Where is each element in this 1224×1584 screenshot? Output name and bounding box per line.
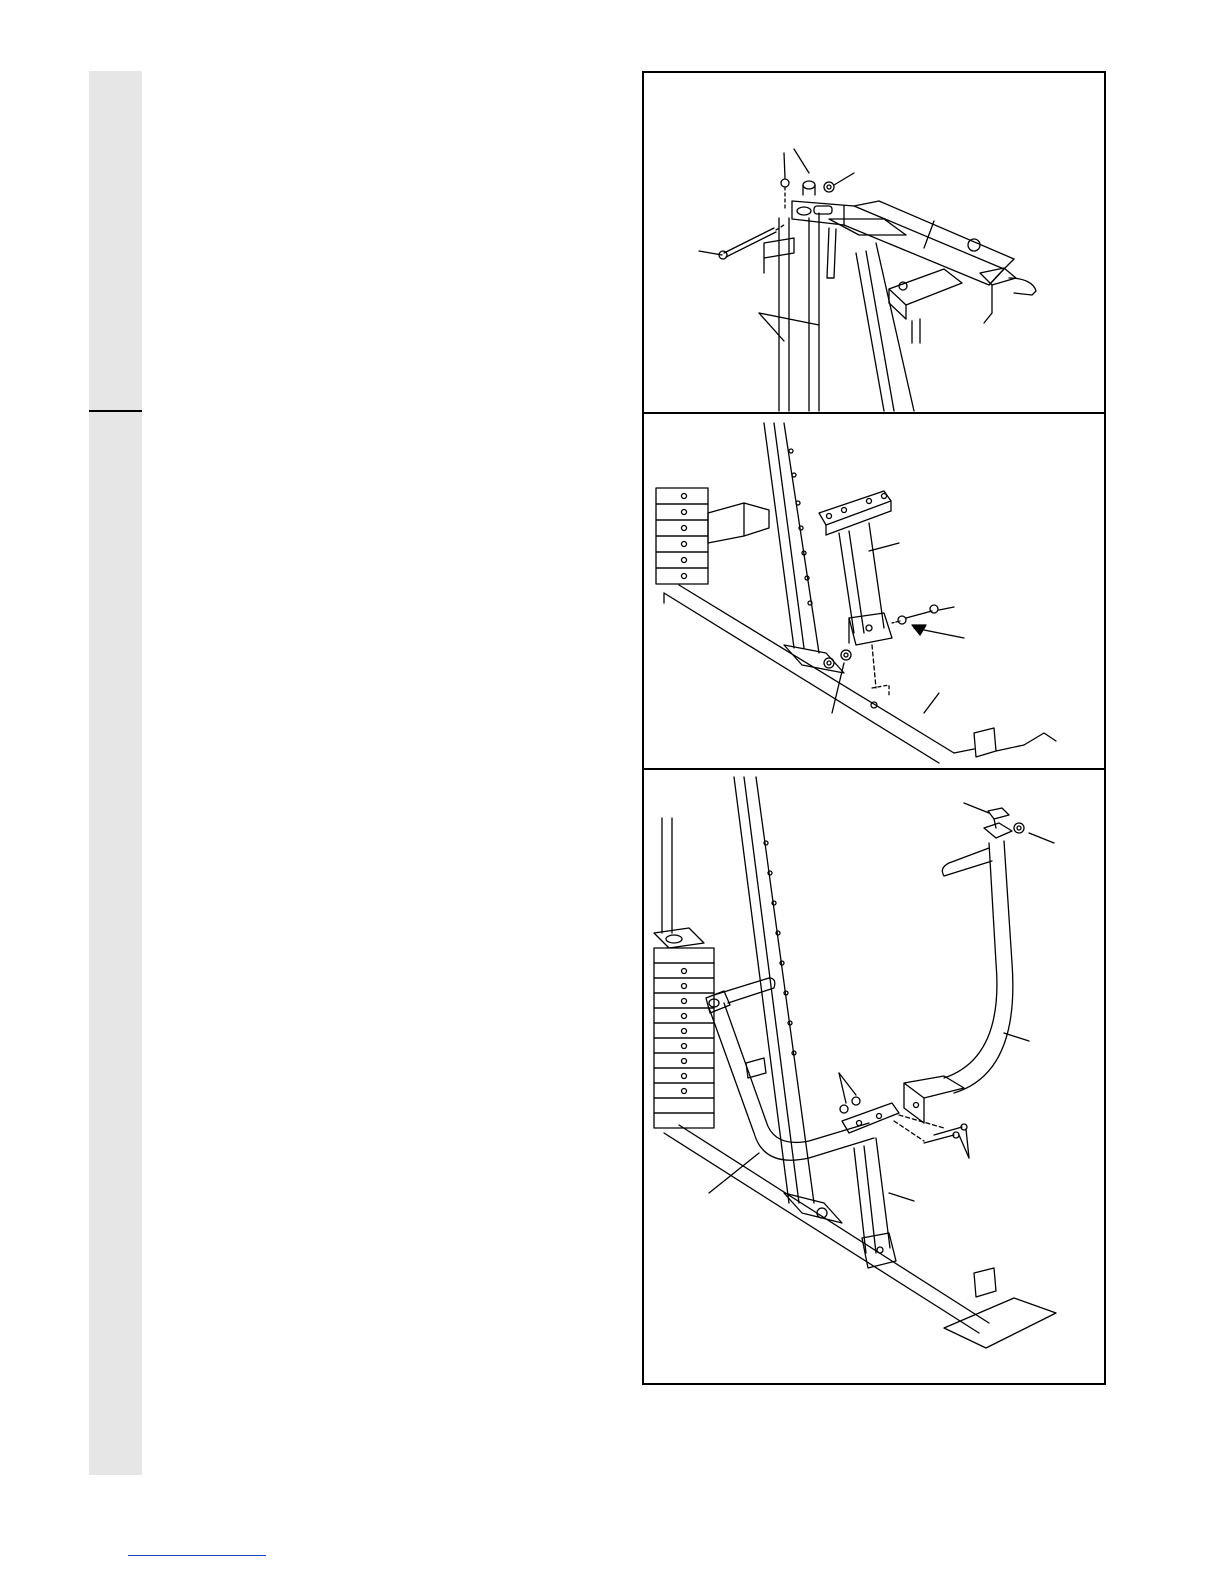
step-number-column	[89, 71, 142, 1475]
footer-link-rule	[128, 1555, 266, 1556]
figure-1-top-frame	[699, 149, 1036, 411]
figure-3-handle-assembly	[654, 777, 1056, 1348]
figure-2-bracket-assembly	[656, 423, 1056, 763]
assembly-figures-panel	[642, 71, 1106, 1385]
step-divider	[89, 410, 142, 412]
